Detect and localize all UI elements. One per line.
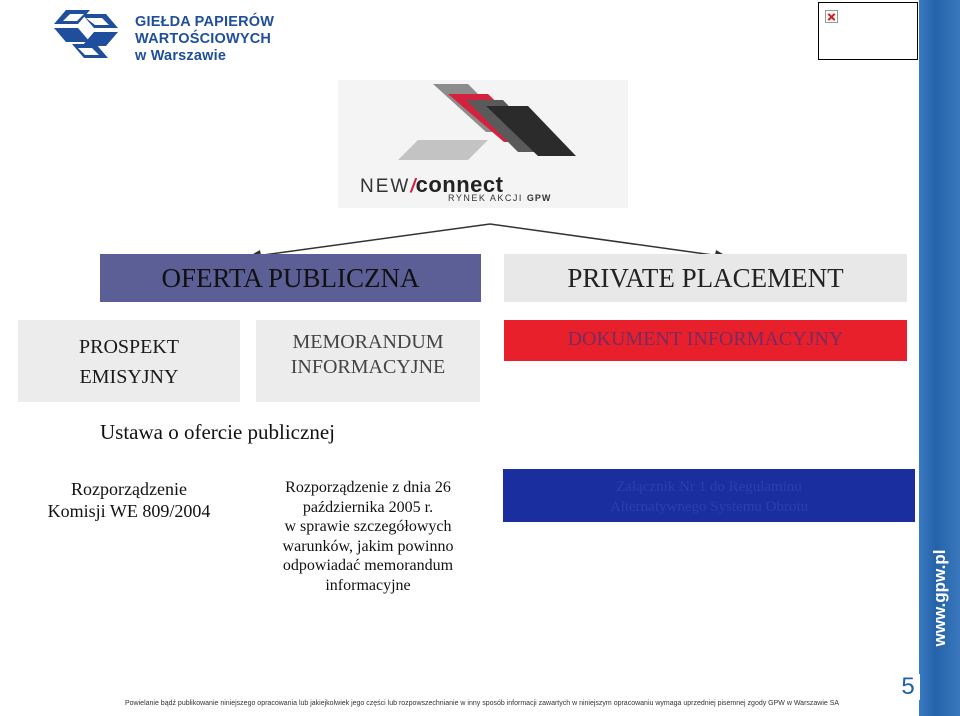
memorandum-box — [256, 320, 480, 402]
gpw-logo-text — [135, 14, 274, 65]
rozporzadzenie-memorandum-line6: informacyjne — [325, 576, 411, 594]
sidebar-url — [922, 545, 958, 650]
zalacznik-line1: Załącznik Nr 1 do Regulaminu — [616, 479, 802, 495]
ustawa-label: Ustawa o ofercie publicznej — [100, 420, 335, 444]
newconnect-logo — [338, 80, 628, 208]
memorandum-line1: MEMORANDUM — [292, 331, 444, 353]
private-placement-title: PRIVATE PLACEMENT — [567, 263, 844, 293]
prospekt-line2: EMISYJNY — [79, 366, 179, 388]
gpw-logo-line2: WARTOŚCIOWYCH — [135, 31, 272, 47]
rozporzadzenie-memorandum-line3: w sprawie szczegółowych — [284, 518, 452, 535]
rozporzadzenie-komisji-line1: Rozporządzenie — [71, 479, 187, 499]
broken-image-box — [818, 2, 918, 60]
gpw-emblem-icon — [52, 6, 132, 62]
rozporzadzenie-memorandum — [256, 478, 480, 595]
private-placement-header — [504, 254, 907, 302]
dokument-informacyjny-box — [504, 320, 907, 361]
rozporzadzenie-memorandum-line5: odpowiadać memorandum — [282, 557, 454, 574]
zalacznik-text — [503, 477, 915, 517]
newconnect-chevron-icon — [338, 80, 628, 170]
rozporzadzenie-memorandum-line2: października 2005 r. — [302, 498, 434, 516]
rozporzadzenie-memorandum-line1: Rozporządzenie z dnia 26 — [285, 479, 451, 496]
zalacznik-line2: Alternatywnego Systemu Obrotu — [609, 499, 809, 515]
zalacznik-box — [503, 469, 915, 522]
newconnect-subtitle-main: RYNEK AKCJI — [448, 193, 523, 203]
rozporzadzenie-komisji-line2: Komisji WE 809/2004 — [47, 501, 211, 521]
page-number: 5 — [896, 674, 920, 700]
newconnect-subtitle — [448, 193, 551, 203]
prospekt-box — [18, 320, 240, 402]
gpw-logo-line1: GIEŁDA PAPIERÓW — [135, 14, 275, 30]
memorandum-line2: INFORMACYJNE — [290, 356, 446, 378]
oferta-publiczna-header — [100, 254, 481, 302]
broken-image-icon — [825, 10, 838, 23]
gpw-logo-line3: w Warszawie — [135, 48, 227, 64]
rozporzadzenie-komisji — [18, 478, 240, 522]
newconnect-slash: / — [410, 176, 416, 197]
dokument-informacyjny-text: DOKUMENT INFORMACYJNY — [567, 328, 844, 350]
footer-notice: Powielanie bądź publikowanie niniejszego opracowania lub jakiejkolwiek jego części lub rozpowszechnianie w inny sposób informacji zawartych w niniejszym opracowaniu wymaga uprzedniej pisemnej zgody GPW w Warszawie SA — [125, 700, 840, 707]
sidebar-url-text: www.gpw.pl — [930, 549, 949, 646]
oferta-publiczna-title: OFERTA PUBLICZNA — [161, 263, 420, 293]
newconnect-new: NEW — [360, 176, 411, 197]
newconnect-subtitle-gpw: GPW — [526, 193, 552, 203]
rozporzadzenie-memorandum-line4: warunków, jakim powinno — [282, 537, 454, 555]
newconnect-connect: connect — [415, 172, 504, 197]
prospekt-line1: PROSPEKT — [78, 336, 180, 358]
